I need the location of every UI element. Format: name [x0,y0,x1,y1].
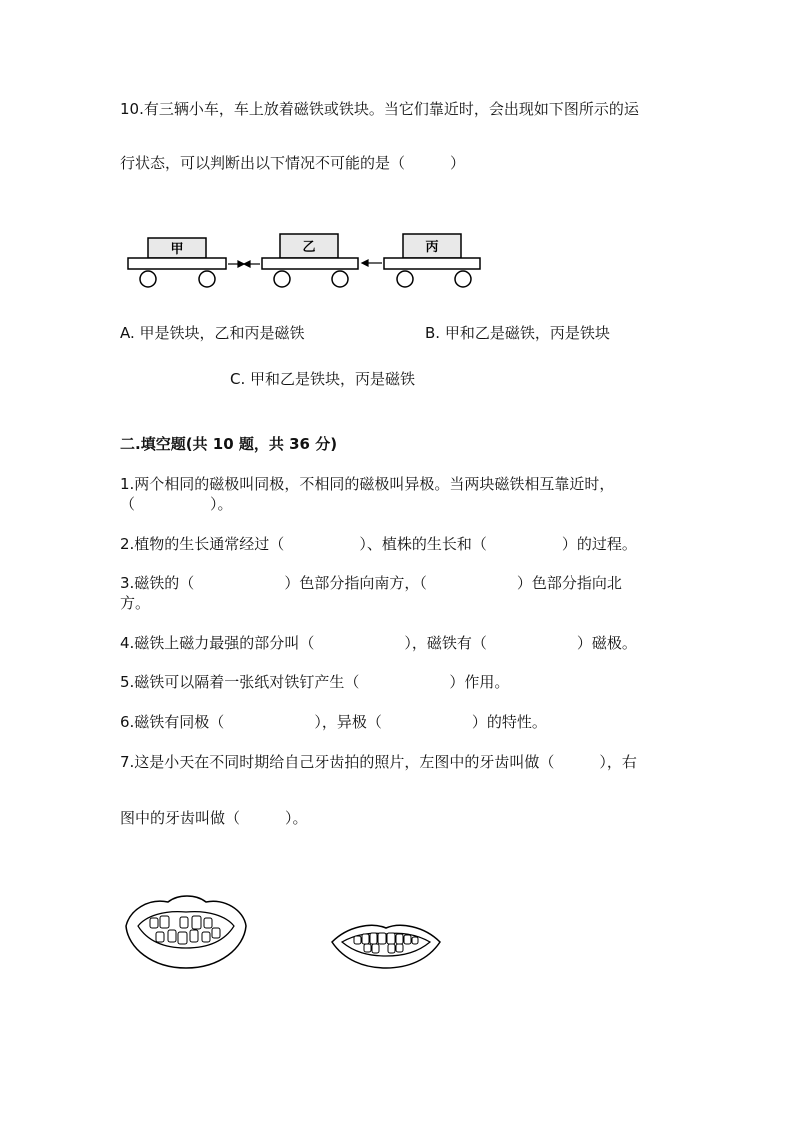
mouth-left-illustration [120,890,252,972]
cart-bing [384,234,480,287]
fill-q1-line2: （ ）。 [120,495,233,513]
fill-q6: 6.磁铁有同极（ ），异极（ ）的特性。 [120,713,547,731]
q10-text-line2: 行状态，可以判断出以下情况不可能的是（ ） [120,154,466,172]
q10-text-line1: 10.有三辆小车，车上放着磁铁或铁块。当它们靠近时，会出现如下图所示的运 [120,100,639,118]
fill-q3-line2: 方。 [120,594,151,612]
fill-q5: 5.磁铁可以隔着一张纸对铁钉产生（ ）作用。 [120,673,510,691]
cart-jia [128,238,226,287]
mouth-right-illustration [328,920,444,970]
q10-option-a[interactable]: A. 甲是铁块，乙和丙是磁铁 [120,324,305,342]
fill-q7-line1: 7.这是小天在不同时期给自己牙齿拍的照片，左图中的牙齿叫做（ ），右 [120,753,637,771]
cart-bing-label: 丙 [425,240,439,255]
fill-q4: 4.磁铁上磁力最强的部分叫（ ），磁铁有（ ）磁极。 [120,634,637,652]
cart-yi [262,234,358,287]
attract-arrows-1 [228,261,260,267]
fill-q1-line1: 1.两个相同的磁极叫同极，不相同的磁极叫异极。当两块磁铁相互靠近时， [120,475,615,493]
fill-q7-line2: 图中的牙齿叫做（ ）。 [120,809,308,827]
section-heading: 二.填空题(共 10 题，共 36 分) [120,435,338,453]
repel-arrow-2 [362,260,382,266]
q10-option-b[interactable]: B. 甲和乙是磁铁，丙是铁块 [425,324,610,342]
cart-yi-label: 乙 [302,240,316,255]
cart-jia-label: 甲 [170,242,184,257]
fill-q3-line1: 3.磁铁的（ ）色部分指向南方，（ ）色部分指向北 [120,574,622,592]
fill-q2: 2.植物的生长通常经过（ ）、植株的生长和（ ）的过程。 [120,535,637,553]
q10-option-c[interactable]: C. 甲和乙是铁块，丙是磁铁 [230,370,416,388]
magnet-carts-figure [120,230,490,295]
